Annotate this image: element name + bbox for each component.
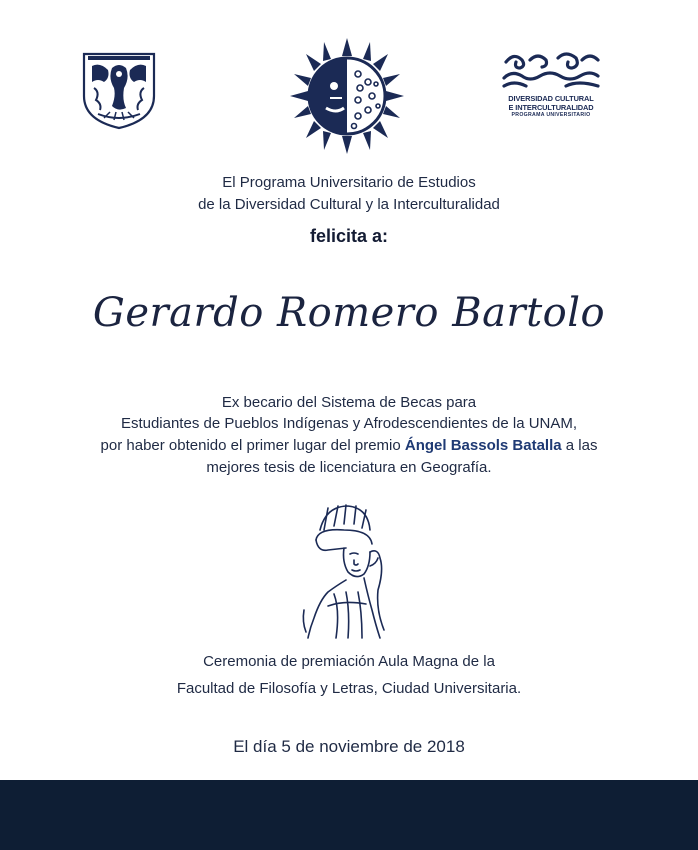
diversidad-cultural-logo-icon [500, 48, 602, 92]
description-line-2: Estudiantes de Pueblos Indígenas y Afrodescendientes de la UNAM, [120, 415, 578, 432]
athena-illustration-icon [284, 500, 406, 642]
description-line-3 [0, 437, 698, 454]
description-line-3-pre: por haber obtenido el primer lugar del premio [100, 437, 405, 454]
dc-logo-line1: DIVERSIDAD CULTURAL [508, 94, 594, 103]
description-line-1: Ex becario del Sistema de Becas para [221, 394, 477, 411]
ceremony-line-2: Facultad de Filosofía y Letras, Ciudad Universitaria. [176, 680, 522, 697]
honoree-name: Gerardo Romero Bartolo [92, 290, 606, 336]
intro-line-1: El Programa Universitario de Estudios [222, 174, 476, 191]
dc-logo-line2: E INTERCULTURALIDAD [508, 103, 594, 112]
footer-bar [0, 780, 698, 850]
diversidad-cultural-logo [500, 48, 602, 124]
felicita-heading: felicita a: [309, 226, 389, 246]
unam-crest-icon [80, 48, 158, 130]
description-line-3-post: a las [561, 437, 598, 454]
intro-line-2: de la Diversidad Cultural y la Interculturalidad [198, 196, 500, 213]
award-name: Ángel Bassols Batalla [404, 437, 562, 454]
sun-emblem-icon [286, 34, 408, 158]
dc-logo-line3: PROGRAMA UNIVERSITARIO [511, 112, 591, 118]
ceremony-line-1: Ceremonia de premiación Aula Magna de la [203, 653, 495, 670]
description-line-4: mejores tesis de licenciatura en Geografía. [206, 459, 492, 476]
ceremony-date: El día 5 de noviembre de 2018 [233, 737, 465, 756]
